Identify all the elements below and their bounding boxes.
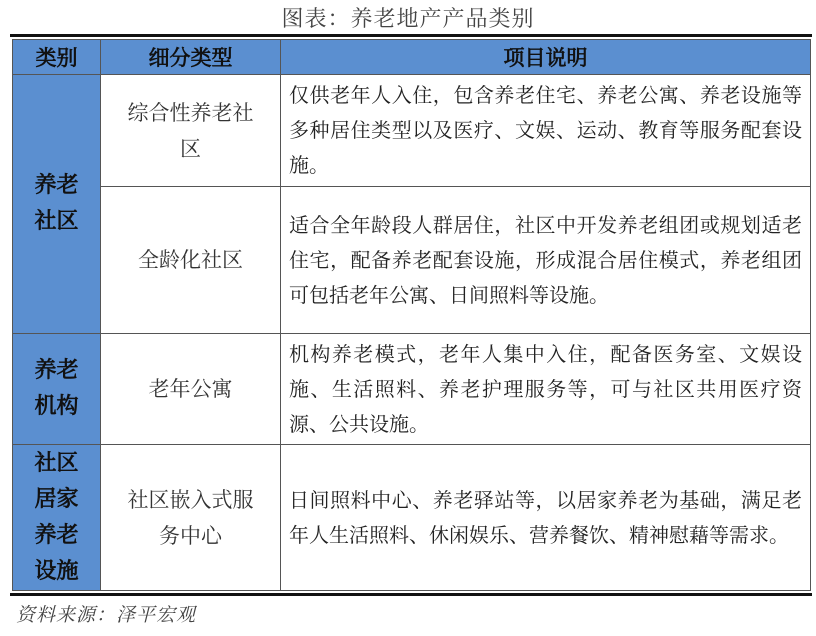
category-cell: 养老 机构 xyxy=(13,334,101,445)
source-note: 资料来源：泽平宏观 xyxy=(16,604,197,626)
description-cell: 机构养老模式，老年人集中入住，配备医务室、文娱设施、生活照料、养老护理服务等，可与社区共用医疗资源、公共设施。 xyxy=(281,334,811,445)
top-rule xyxy=(10,34,812,37)
table-row xyxy=(13,75,811,187)
description-cell: 适合全年龄段人群居住，社区中开发养老组团或规划适老住宅，配备养老配套设施，形成混合居住模式，养老组团可包括老年公寓、日间照料等设施。 xyxy=(281,187,811,334)
header-category: 类别 xyxy=(13,40,101,75)
header-description: 项目说明 xyxy=(281,40,811,75)
header-row xyxy=(13,40,811,75)
subtype-cell: 综合性养老社 区 xyxy=(101,75,281,187)
table-row xyxy=(13,187,811,334)
table-row xyxy=(13,445,811,591)
table-row xyxy=(13,334,811,445)
figure-title: 图表：养老地产产品类别 xyxy=(281,7,535,32)
description-cell: 日间照料中心、养老驿站等，以居家养老为基础，满足老年人生活照料、休闲娱乐、营养餐饮、精神慰藉等需求。 xyxy=(281,445,811,591)
bottom-rule xyxy=(10,593,812,596)
subtype-cell: 社区嵌入式服 务中心 xyxy=(101,445,281,591)
category-cell: 社区 居家 养老 设施 xyxy=(13,445,101,591)
subtype-cell: 全龄化社区 xyxy=(101,187,281,334)
product-category-table xyxy=(12,39,811,591)
header-subtype: 细分类型 xyxy=(101,40,281,75)
subtype-cell: 老年公寓 xyxy=(101,334,281,445)
description-cell: 仅供老年人入住，包含养老住宅、养老公寓、养老设施等多种居住类型以及医疗、文娱、运动、教育等服务配套设施。 xyxy=(281,75,811,187)
category-cell: 养老 社区 xyxy=(13,75,101,334)
